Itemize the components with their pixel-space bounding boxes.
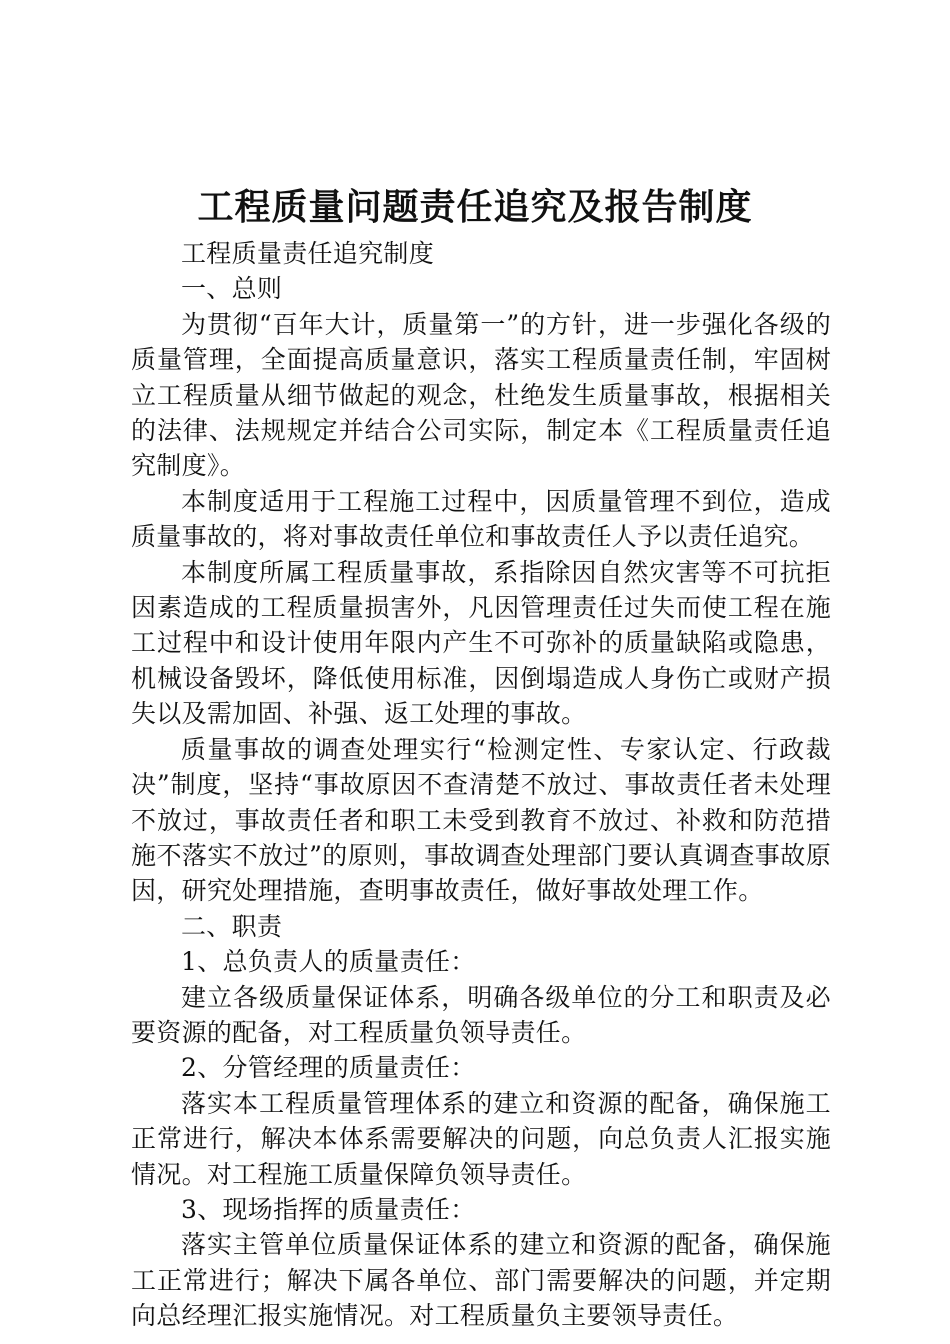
section-heading: 工程质量责任追究制度: [181, 239, 435, 268]
list-item-heading: 2、分管经理的质量责任：: [181, 1053, 476, 1083]
document-title: 工程质量问题责任追究及报告制度: [197, 186, 753, 228]
paragraph: 为贯彻“百年大计，质量第一”的方针，进一步强化各级的质量管理，全面提高质量意识，落实工程质量责任制，牢固树立工程质量从细节做起的观念，杜绝发生质量事故，根据相关的法律、法规规定并结合公司实际，制定本《工程质量责任追究制度》。: [131, 309, 831, 481]
list-item-heading: 1、总负责人的质量责任：: [181, 947, 476, 977]
paragraph: 本制度适用于工程施工过程中，因质量管理不到位，造成质量事故的，将对事故责任单位和事故责任人予以责任追究。: [131, 486, 831, 552]
paragraph: 质量事故的调查处理实行“检测定性、专家认定、行政裁决”制度，坚持“事故原因不查清楚不放过、事故责任者未处理不放过，事故责任者和职工未受到教育不放过、补救和防范措施不落实不放过”的原则，事故调查处理部门要认真调查事故原因，研究处理措施，查明事故责任，做好事故处理工作。: [131, 734, 831, 906]
subsection-heading: 二、职责: [181, 911, 283, 941]
paragraph: 建立各级质量保证体系，明确各级单位的分工和职责及必要资源的配备，对工程质量负领导责任。: [131, 982, 831, 1047]
list-item-heading: 3、现场指挥的质量责任：: [181, 1194, 476, 1224]
paragraph: 本制度所属工程质量事故，系指除因自然灾害等不可抗拒因素造成的工程质量损害外，凡因管理责任过失而使工程在施工过程中和设计使用年限内产生不可弥补的质量缺陷或隐患，机械设备毁坏，降低使用标准，因倒塌造成人身伤亡或财产损失以及需加固、补强、返工处理的事故。: [131, 557, 831, 729]
document-body: [131, 236, 831, 1334]
paragraph: 落实本工程质量管理体系的建立和资源的配备，确保施工正常进行，解决本体系需要解决的问题，向总负责人汇报实施情况。对工程施工质量保障负领导责任。: [131, 1088, 831, 1189]
subsection-heading: 一、总则: [181, 274, 283, 304]
paragraph: 落实主管单位质量保证体系的建立和资源的配备，确保施工正常进行；解决下属各单位、部门需要解决的问题，并定期向总经理汇报实施情况。对工程质量负主要领导责任。: [131, 1230, 831, 1331]
